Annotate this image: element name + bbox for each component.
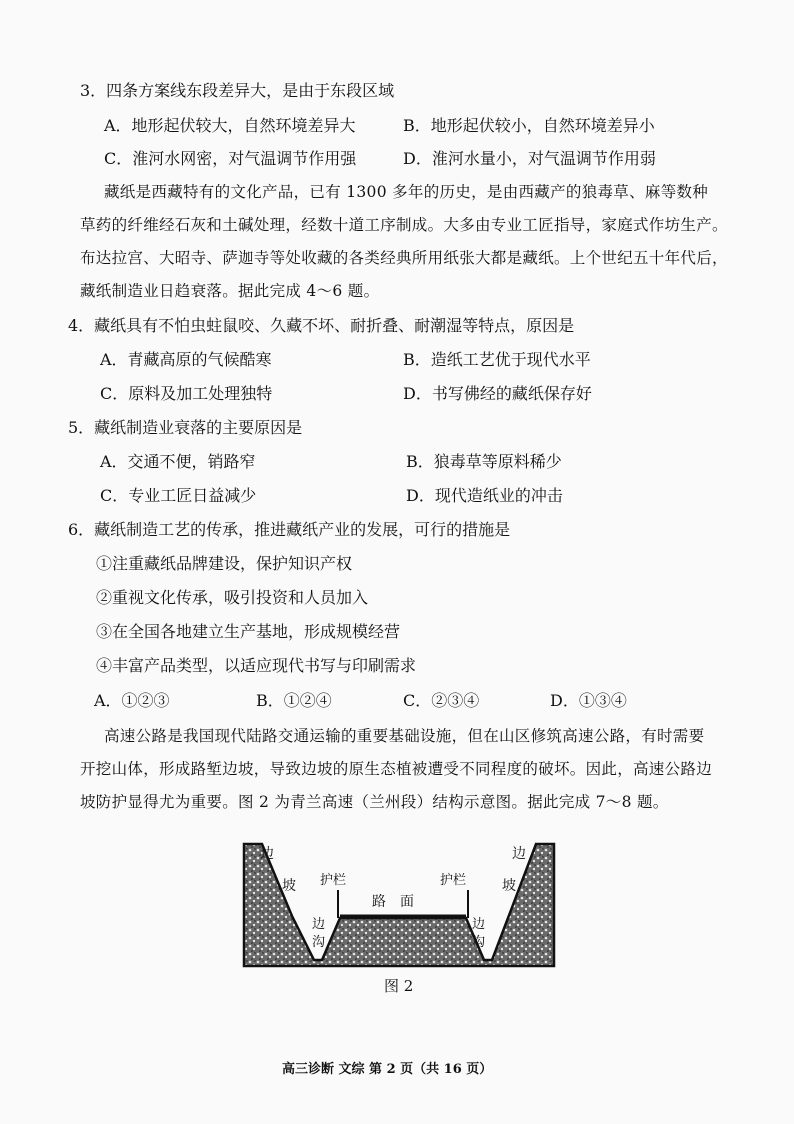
figure-caption: 图 2 [384,977,414,995]
q4-stem: 4．藏纸具有不怕虫蛀鼠咬、久藏不坏、耐折叠、耐潮湿等特点，原因是 [68,316,575,335]
q3-option-d: D．淮河水量小，对气温调节作用弱 [403,149,656,168]
passage2-line-1: 高速公路是我国现代陆路交通运输的重要基础设施，但在山区修筑高速公路，有时需要 [104,727,705,745]
q6-item-3: ③在全国各地建立生产基地，形成规模经营 [96,622,401,641]
label-guardrail-left: 护栏 [320,873,347,888]
q5-option-d: D．现代造纸业的冲击 [406,486,563,505]
highway-cross-section-diagram [240,840,560,970]
q3-stem: 3．四条方案线东段差异大，是由于东段区域 [80,81,395,100]
label-guardrail-right: 护栏 [440,873,467,888]
label-ditch-right-top: 边 [472,917,486,932]
q6-option-d: D．①③④ [550,691,627,710]
label-ditch-right-bottom: 沟 [472,935,486,950]
q6-option-b: B．①②④ [256,691,332,710]
passage1-line-3: 布达拉宫、大昭寺、萨迦寺等处收藏的各类经典所用纸张大都是藏纸。上个世纪五十年代后， [80,249,728,267]
q4-option-a: A．青藏高原的气候酷寒 [100,350,272,369]
q5-option-c: C．专业工匠日益减少 [100,486,257,505]
q5-stem: 5．藏纸制造业衰落的主要原因是 [68,418,303,437]
q5-option-a: A．交通不便，销路窄 [100,452,256,471]
q3-option-a: A．地形起伏较大，自然环境差异大 [104,116,356,135]
q4-option-c: C．原料及加工处理独特 [100,384,273,403]
q6-item-2: ②重视文化传承，吸引投资和人员加入 [96,588,369,607]
label-slope-right-top: 边 [512,846,526,862]
passage2-line-3: 坡防护显得尤为重要。图 2 为青兰高速（兰州段）结构示意图。据此完成 7～8 题。 [80,793,669,811]
q6-option-c: C．②③④ [403,691,480,710]
q3-option-c: C．淮河水网密，对气温调节作用强 [104,149,357,168]
passage1-line-4: 藏纸制造业日趋衰落。据此完成 4～6 题。 [80,282,380,300]
q4-option-b: B．造纸工艺优于现代水平 [403,350,591,369]
label-slope-left-bottom: 坡 [282,878,296,894]
label-road: 路 面 [372,894,414,910]
page-footer: 高三诊断 文综 第 2 页（共 16 页） [282,1062,493,1077]
passage1-line-2: 草药的纤维经石灰和土碱处理，经数十道工序制成。大多由专业工匠指导，家庭式作坊生产。 [80,216,728,234]
q4-option-d: D．书写佛经的藏纸保存好 [403,384,592,403]
q5-option-b: B．狼毒草等原料稀少 [406,452,562,471]
passage1-line-1: 藏纸是西藏特有的文化产品，已有 1300 多年的历史，是由西藏产的狼毒草、麻等数种 [104,183,709,201]
label-ditch-left-top: 边 [312,917,326,932]
q6-item-1: ①注重藏纸品牌建设，保护知识产权 [96,554,353,573]
label-slope-left-top: 边 [260,846,274,862]
passage2-line-2: 开挖山体，形成路堑边坡，导致边坡的原生态植被遭受不同程度的破坏。因此，高速公路边 [80,760,713,778]
label-slope-right-bottom: 坡 [502,878,516,894]
q6-item-4: ④丰富产品类型，以适应现代书写与印刷需求 [96,656,417,675]
q6-stem: 6．藏纸制造工艺的传承，推进藏纸产业的发展，可行的措施是 [68,520,511,539]
q6-option-a: A．①②③ [94,691,170,710]
q3-option-b: B．地形起伏较小，自然环境差异小 [403,116,655,135]
label-ditch-left-bottom: 沟 [312,935,326,950]
